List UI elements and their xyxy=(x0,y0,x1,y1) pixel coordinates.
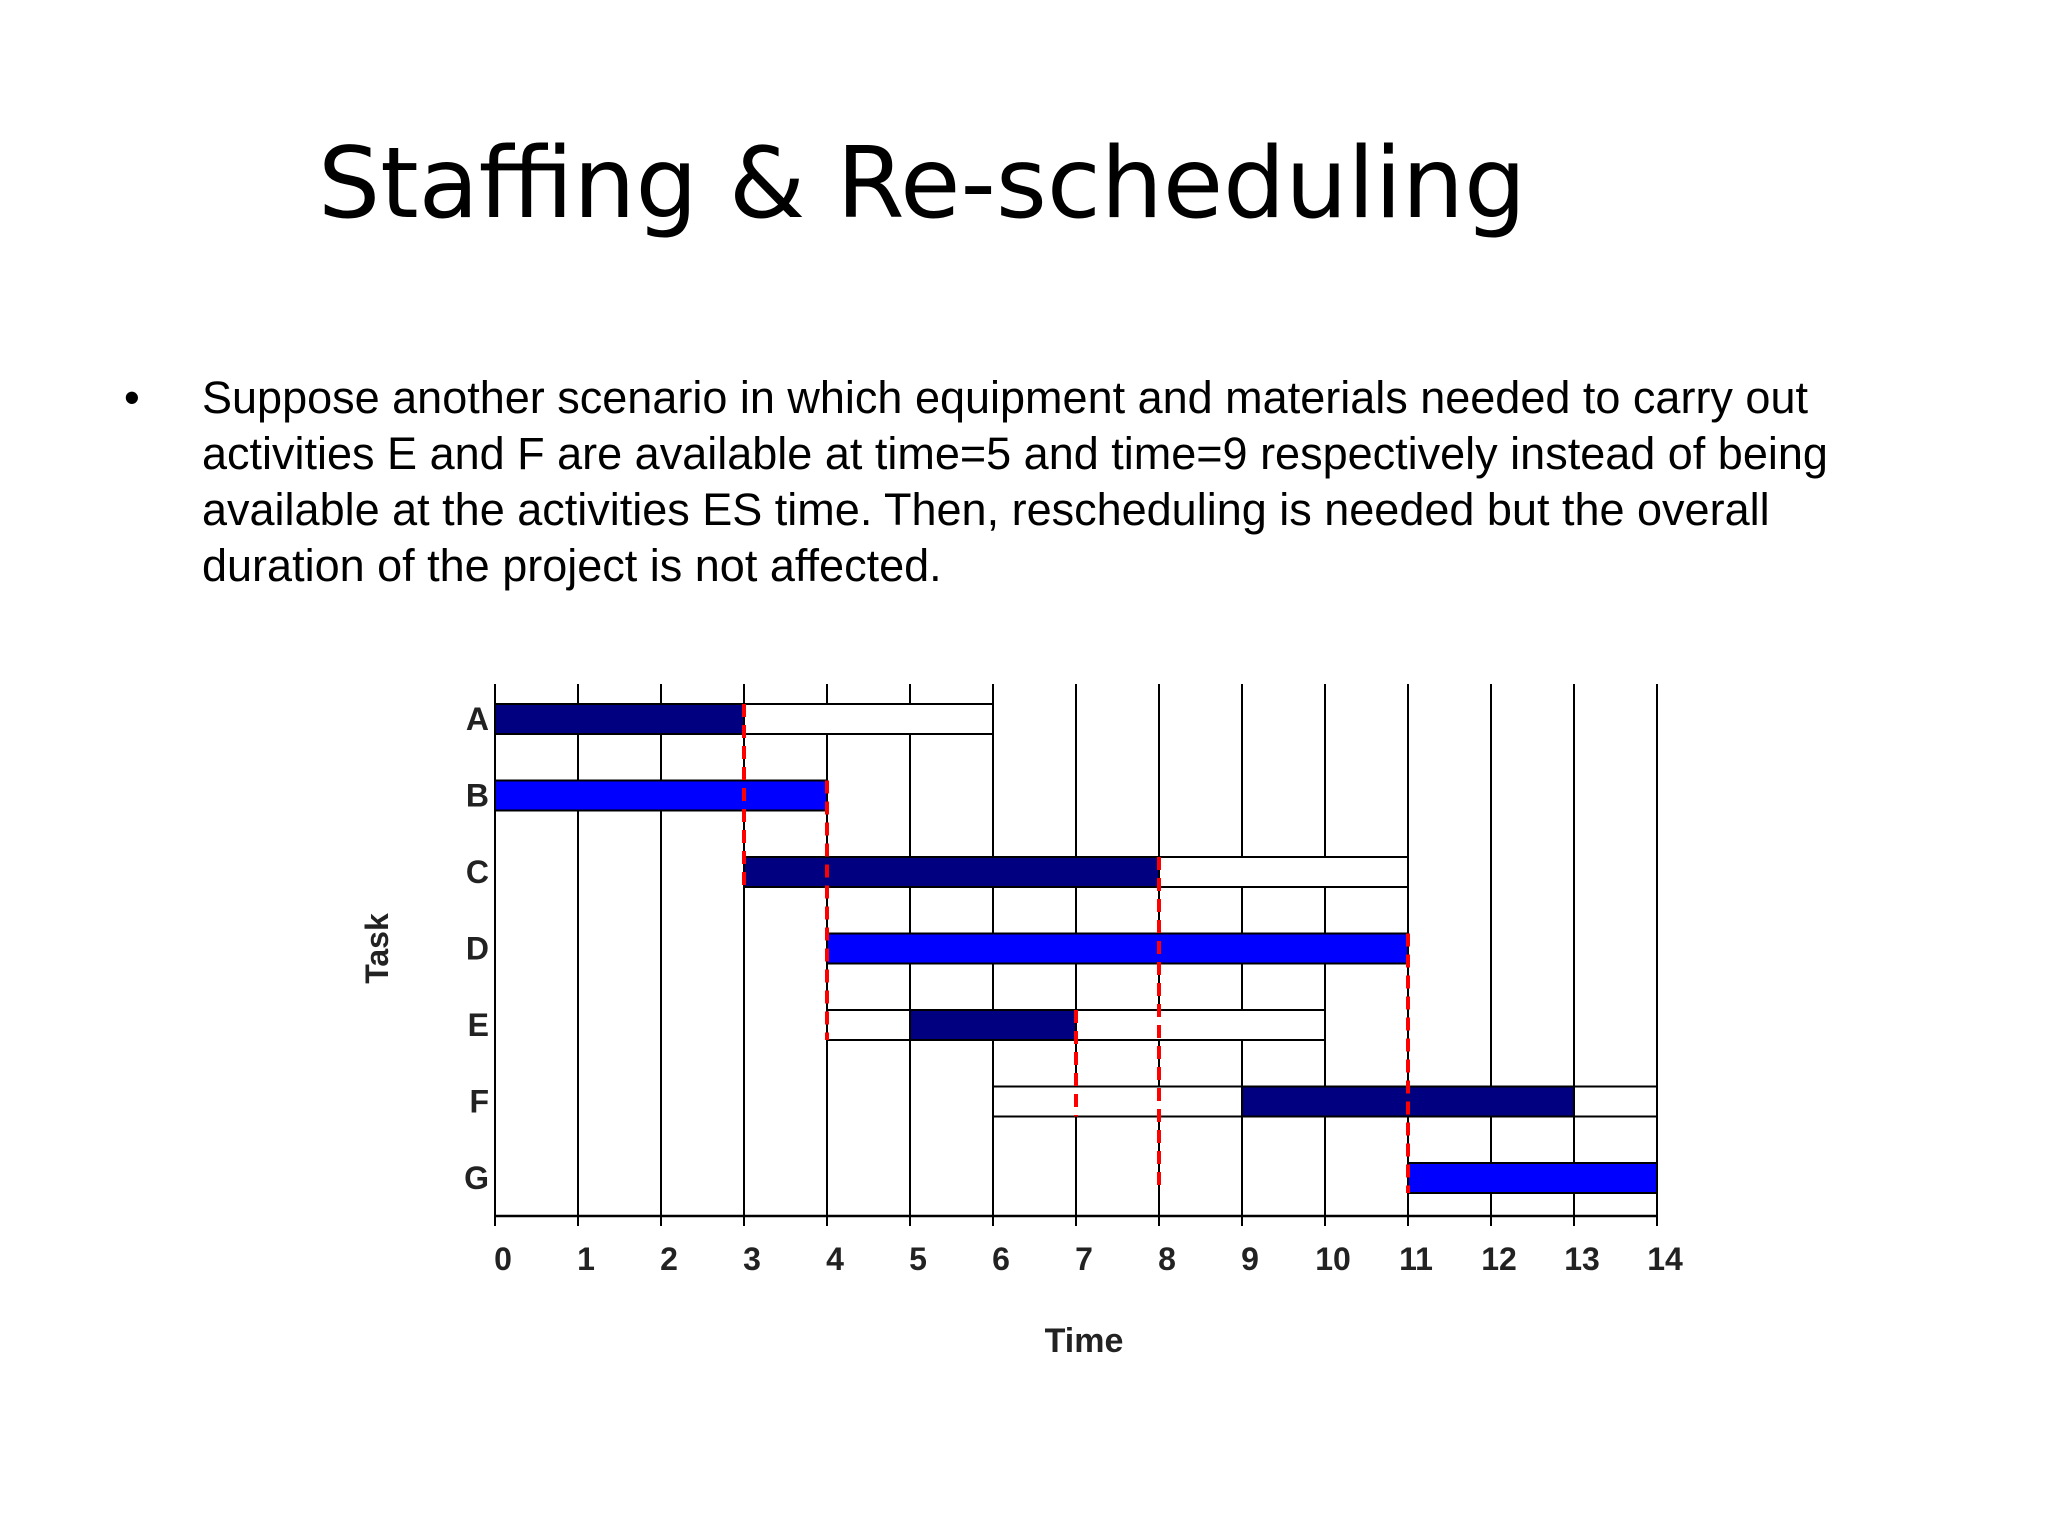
x-tick-label: 12 xyxy=(1481,1241,1517,1277)
bullet-text: Suppose another scenario in which equipment and materials needed to carry out activities E and F are available at time=5 and time=9 respectively instead of being available at the activities ES time. Then, rescheduling is needed but the overall duration of the project is not affected. xyxy=(202,372,1828,591)
task-label: A xyxy=(465,701,489,737)
x-tick-label: 8 xyxy=(1158,1241,1176,1277)
bullet-list xyxy=(120,370,1900,594)
x-tick-label: 13 xyxy=(1564,1241,1600,1277)
task-bar-c xyxy=(744,857,1159,887)
x-tick-label: 4 xyxy=(826,1241,844,1277)
x-tick-label: 2 xyxy=(660,1241,678,1277)
task-label: E xyxy=(467,1007,489,1043)
x-tick-label: 1 xyxy=(577,1241,595,1277)
y-axis-title: Task xyxy=(359,913,395,984)
task-bar-a xyxy=(495,704,744,734)
x-tick-label: 7 xyxy=(1075,1241,1093,1277)
bullet-marker: • xyxy=(124,372,140,423)
task-label: D xyxy=(465,930,489,967)
gantt-chart xyxy=(340,660,1740,1420)
x-tick-label: 0 xyxy=(494,1241,512,1277)
task-bar-d xyxy=(827,934,1408,964)
x-tick-label: 10 xyxy=(1315,1241,1351,1277)
bullet-item xyxy=(120,370,1900,594)
slide-title: Staffing & Re-scheduling xyxy=(318,127,1527,241)
x-tick-label: 6 xyxy=(992,1241,1010,1277)
task-label: F xyxy=(469,1083,489,1120)
x-tick-label: 14 xyxy=(1647,1241,1683,1277)
task-label: B xyxy=(465,777,489,814)
x-tick-label: 11 xyxy=(1399,1241,1433,1277)
task-bar-e xyxy=(910,1010,1076,1040)
x-axis-title: Time xyxy=(1044,1322,1124,1360)
task-label: G xyxy=(464,1160,489,1196)
x-tick-label: 3 xyxy=(743,1241,761,1277)
task-bar-b xyxy=(495,781,827,811)
x-tick-label: 9 xyxy=(1241,1241,1259,1277)
task-bar-g xyxy=(1408,1163,1657,1193)
x-tick-label: 5 xyxy=(909,1241,927,1277)
task-label: C xyxy=(465,854,489,890)
